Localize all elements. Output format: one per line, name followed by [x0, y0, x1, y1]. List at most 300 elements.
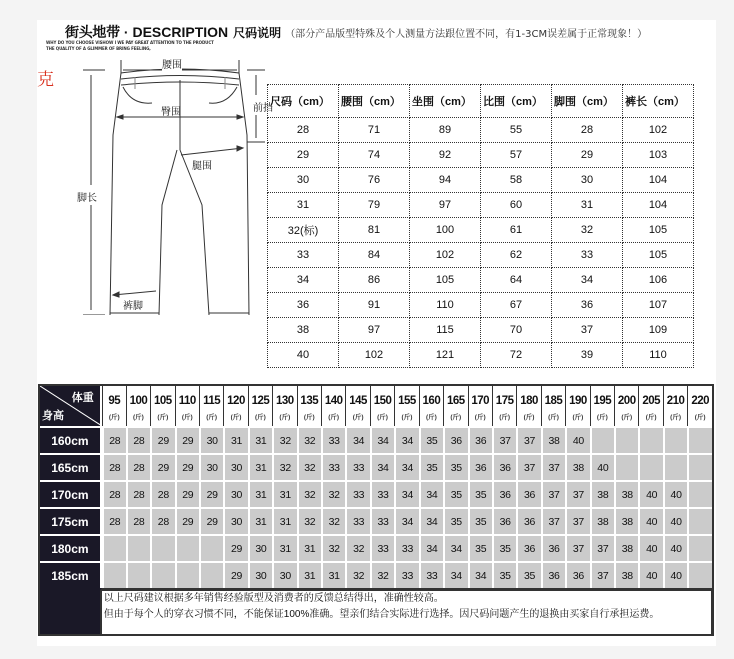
weight-column-header [175, 386, 199, 426]
recommended-size-cell: 30 [248, 534, 272, 561]
weight-unit: (斤) [377, 414, 388, 421]
recommended-size-cell: 40 [663, 507, 687, 534]
col-header-length: 裤长（cm） [623, 85, 694, 118]
size-table-cell: 32 [552, 218, 623, 243]
size-table-cell: 97 [339, 318, 410, 343]
recommended-size-cell: 33 [345, 480, 369, 507]
recommended-size-cell: 34 [419, 507, 443, 534]
recommended-size-cell: 33 [321, 426, 345, 453]
recommended-size-cell: 35 [443, 453, 467, 480]
recommended-size-cell [150, 534, 174, 561]
size-table-row [268, 243, 694, 268]
recommended-size-cell: 35 [492, 561, 516, 588]
weight-column-header [443, 386, 467, 426]
recommendation-note [102, 588, 712, 634]
recommended-size-cell: 30 [199, 453, 223, 480]
separator: · [123, 24, 129, 40]
height-label-cell: 185cm [40, 561, 102, 588]
recommended-size-cell: 37 [541, 507, 565, 534]
recommended-size-cell [663, 426, 687, 453]
brand-name: 街头地带 [65, 25, 120, 41]
size-table-cell: 105 [623, 243, 694, 268]
weight-unit: (斤) [255, 414, 266, 421]
size-table-cell: 39 [552, 343, 623, 368]
size-table-cell: 62 [481, 243, 552, 268]
recommended-size-cell: 32 [297, 480, 321, 507]
recommended-size-cell: 28 [126, 426, 150, 453]
recommended-size-cell: 33 [321, 453, 345, 480]
size-table-cell: 102 [410, 243, 481, 268]
size-table-cell: 107 [623, 293, 694, 318]
size-table-cell: 110 [623, 343, 694, 368]
recommended-size-cell: 38 [614, 507, 638, 534]
weight-column-header [614, 386, 638, 426]
recommended-size-cell: 36 [541, 534, 565, 561]
recommended-size-cell: 35 [468, 480, 492, 507]
recommended-size-cell: 33 [370, 480, 394, 507]
recommended-size-cell: 32 [345, 561, 369, 588]
size-table-cell: 86 [339, 268, 410, 293]
weight-value: 160 [422, 395, 441, 407]
recommended-size-cell: 34 [468, 561, 492, 588]
recommended-size-cell: 30 [223, 480, 247, 507]
size-table-cell: 102 [339, 343, 410, 368]
weight-column-header [394, 386, 418, 426]
recommended-size-cell: 30 [248, 561, 272, 588]
recommended-size-cell: 37 [541, 480, 565, 507]
recommended-size-cell: 32 [297, 453, 321, 480]
recommended-size-cell: 28 [126, 507, 150, 534]
recommended-size-cell [175, 561, 199, 588]
weight-value: 205 [642, 395, 661, 407]
recommended-size-cell: 36 [468, 453, 492, 480]
weight-value: 125 [251, 395, 270, 407]
recommended-size-cell: 38 [565, 453, 589, 480]
weight-column-header [297, 386, 321, 426]
size-guide-title: 尺码说明 [233, 26, 282, 40]
recommended-size-cell [150, 561, 174, 588]
size-table-cell: 79 [339, 193, 410, 218]
recommended-size-cell [687, 426, 712, 453]
recommended-size-cell: 34 [419, 534, 443, 561]
recommended-size-cell: 28 [126, 453, 150, 480]
header [65, 22, 647, 42]
recommended-size-cell: 28 [102, 480, 126, 507]
size-table-row [268, 268, 694, 293]
weight-unit: (斤) [425, 414, 437, 421]
recommended-size-cell: 36 [492, 507, 516, 534]
measurement-note: （部分产品版型特殊及个人测量方法跟位置不同，有1-3CM误差属于正常现象！） [285, 29, 648, 40]
weight-unit: (斤) [523, 414, 535, 421]
weight-column-header [370, 386, 394, 426]
recommended-size-cell: 31 [272, 534, 296, 561]
weight-column-header [321, 386, 345, 426]
size-table-cell: 81 [339, 218, 410, 243]
size-table-cell: 76 [339, 168, 410, 193]
recommended-size-cell: 38 [614, 480, 638, 507]
weight-value: 155 [398, 395, 416, 407]
weight-unit: (斤) [645, 414, 657, 421]
recommended-size-cell: 34 [394, 426, 418, 453]
size-table-cell: 110 [410, 293, 481, 318]
recommended-size-cell: 36 [541, 561, 565, 588]
weight-unit: (斤) [303, 414, 315, 421]
weight-header-row [40, 386, 712, 426]
weight-unit: (斤) [279, 414, 291, 421]
size-table-cell: 105 [623, 218, 694, 243]
recommended-size-cell: 31 [248, 507, 272, 534]
recommended-size-cell: 31 [248, 453, 272, 480]
recommended-size-cell [102, 561, 126, 588]
weight-value: 150 [373, 395, 392, 407]
recommended-size-cell: 29 [150, 426, 174, 453]
weight-column-header [223, 386, 247, 426]
weight-value: 170 [471, 395, 490, 407]
recommended-size-cell: 35 [443, 480, 467, 507]
size-table-cell: 31 [268, 193, 339, 218]
recommended-size-cell: 38 [590, 507, 614, 534]
weight-column-header [272, 386, 296, 426]
weight-unit: (斤) [132, 414, 144, 421]
recommended-size-cell: 33 [370, 534, 394, 561]
height-row [40, 561, 712, 588]
recommended-size-cell: 37 [492, 426, 516, 453]
weight-value: 220 [691, 395, 709, 407]
recommended-size-cell: 34 [370, 453, 394, 480]
recommended-size-cell: 37 [590, 561, 614, 588]
weight-unit: (斤) [450, 414, 462, 421]
weight-unit: (斤) [230, 414, 242, 421]
recommended-size-cell: 32 [370, 561, 394, 588]
recommended-size-cell: 40 [663, 561, 687, 588]
recommended-size-cell [590, 426, 614, 453]
recommended-size-cell: 28 [102, 507, 126, 534]
size-table-cell: 103 [623, 143, 694, 168]
size-table-cell: 30 [552, 168, 623, 193]
weight-value: 95 [108, 395, 121, 407]
col-header-waist: 腰围（cm） [339, 85, 410, 118]
weight-column-header [516, 386, 540, 426]
weight-value: 145 [349, 395, 367, 407]
weight-unit: (斤) [328, 414, 340, 421]
size-table-cell: 105 [410, 268, 481, 293]
recommended-size-cell: 40 [638, 534, 662, 561]
recommended-size-cell: 32 [297, 426, 321, 453]
recommended-size-cell: 29 [150, 453, 174, 480]
size-table-cell: 30 [268, 168, 339, 193]
weight-value: 135 [300, 395, 319, 407]
weight-column-header [565, 386, 589, 426]
weight-value: 180 [520, 395, 538, 407]
weight-value: 175 [495, 395, 514, 407]
recommended-size-cell [687, 453, 712, 480]
size-table-cell: 36 [552, 293, 623, 318]
recommended-size-cell: 34 [394, 480, 418, 507]
recommended-size-cell: 31 [272, 507, 296, 534]
recommended-size-cell: 28 [150, 507, 174, 534]
recommended-size-cell: 34 [443, 534, 467, 561]
weight-unit: (斤) [108, 414, 120, 421]
note-line-1: 以上尺码建议根据多年销售经验版型及消费者的反馈总结得出，准确性较高。 [103, 593, 444, 604]
recommended-size-cell: 35 [516, 561, 540, 588]
height-label-cell: 180cm [40, 534, 102, 561]
height-row [40, 426, 712, 453]
recommended-size-cell: 31 [321, 561, 345, 588]
size-table-cell: 104 [623, 193, 694, 218]
recommended-size-cell: 28 [102, 453, 126, 480]
recommended-size-cell: 31 [248, 480, 272, 507]
weight-column-header [541, 386, 565, 426]
recommended-size-cell: 40 [565, 426, 589, 453]
size-table-cell: 70 [481, 318, 552, 343]
size-table-cell: 64 [481, 268, 552, 293]
recommended-size-cell: 35 [468, 534, 492, 561]
recommended-size-cell: 33 [345, 453, 369, 480]
height-row [40, 453, 712, 480]
note-row-head [40, 588, 102, 634]
col-header-thigh: 比围（cm） [481, 85, 552, 118]
recommended-size-cell [126, 561, 150, 588]
recommended-size-cell: 40 [638, 480, 662, 507]
size-table-cell: 58 [481, 168, 552, 193]
recommended-size-cell: 29 [199, 480, 223, 507]
col-header-size: 尺码（cm） [268, 85, 339, 118]
size-table-cell: 84 [339, 243, 410, 268]
recommended-size-cell: 29 [223, 534, 247, 561]
size-table-cell: 74 [339, 143, 410, 168]
recommended-size-cell: 36 [516, 507, 540, 534]
recommended-size-cell: 32 [297, 507, 321, 534]
size-table-cell: 32(标) [268, 218, 339, 243]
size-table-cell: 28 [552, 118, 623, 143]
size-table-row [268, 118, 694, 143]
size-table-cell: 31 [552, 193, 623, 218]
note-row [40, 588, 712, 634]
size-table-row [268, 218, 694, 243]
size-table-cell: 92 [410, 143, 481, 168]
weight-unit: (斤) [181, 414, 193, 421]
recommended-size-cell [175, 534, 199, 561]
recommended-size-cell: 34 [443, 561, 467, 588]
size-table-cell: 29 [268, 143, 339, 168]
size-table-row [268, 143, 694, 168]
weight-value: 165 [446, 395, 465, 407]
size-table-cell: 72 [481, 343, 552, 368]
size-table-cell: 97 [410, 193, 481, 218]
size-table-row [268, 193, 694, 218]
weight-unit: (斤) [694, 414, 706, 421]
recommended-size-cell [199, 561, 223, 588]
recommended-size-cell: 36 [492, 453, 516, 480]
size-table-row [268, 318, 694, 343]
recommended-size-cell: 36 [443, 426, 467, 453]
recommended-size-cell [663, 453, 687, 480]
weight-column-header [248, 386, 272, 426]
recommended-size-cell: 37 [565, 507, 589, 534]
recommended-size-cell: 34 [370, 426, 394, 453]
recommended-size-cell: 31 [272, 480, 296, 507]
size-table-cell: 34 [552, 268, 623, 293]
height-label-cell: 165cm [40, 453, 102, 480]
recommended-size-cell [687, 534, 712, 561]
weight-value: 115 [203, 395, 221, 407]
height-row [40, 534, 712, 561]
weight-unit: (斤) [206, 414, 218, 421]
recommended-size-cell: 40 [590, 453, 614, 480]
recommended-size-cell [126, 534, 150, 561]
recommended-size-cell: 37 [516, 453, 540, 480]
recommended-size-cell: 33 [394, 534, 418, 561]
height-label-cell: 170cm [40, 480, 102, 507]
weight-column-header [199, 386, 223, 426]
recommended-size-cell: 30 [223, 453, 247, 480]
size-table-cell: 71 [339, 118, 410, 143]
tagline-2: THE QUALITY OF A GLIMMER OF BRING FEELING, [46, 46, 151, 51]
recommended-size-cell: 32 [272, 426, 296, 453]
size-table-cell: 57 [481, 143, 552, 168]
weight-column-header [150, 386, 174, 426]
size-table-cell: 94 [410, 168, 481, 193]
recommended-size-cell: 38 [541, 426, 565, 453]
size-table-cell: 60 [481, 193, 552, 218]
size-table-cell: 33 [552, 243, 623, 268]
weight-value: 110 [178, 395, 196, 407]
recommended-size-cell: 29 [175, 507, 199, 534]
recommended-size-cell: 37 [565, 534, 589, 561]
weight-unit: (斤) [499, 414, 511, 421]
weight-value: 120 [227, 395, 245, 407]
size-table-cell: 33 [268, 243, 339, 268]
weight-height-table [38, 384, 714, 636]
recommended-size-cell: 33 [370, 507, 394, 534]
pants-outline-icon [77, 55, 277, 315]
recommended-size-cell: 35 [419, 453, 443, 480]
col-header-leg-opening: 脚围（cm） [552, 85, 623, 118]
corner-cell [40, 386, 102, 426]
recommended-size-cell: 35 [419, 426, 443, 453]
recommended-size-cell: 31 [248, 426, 272, 453]
size-table-cell: 38 [268, 318, 339, 343]
height-label-cell: 160cm [40, 426, 102, 453]
weight-column-header [492, 386, 516, 426]
label-leg-opening: 裤脚 [123, 301, 143, 312]
size-table-cell: 104 [623, 168, 694, 193]
recommended-size-cell: 40 [663, 534, 687, 561]
size-table-cell: 109 [623, 318, 694, 343]
size-table-cell: 67 [481, 293, 552, 318]
recommended-size-cell: 28 [126, 480, 150, 507]
weight-unit: (斤) [596, 414, 608, 421]
recommended-size-cell: 30 [199, 426, 223, 453]
recommended-size-cell: 40 [663, 480, 687, 507]
recommended-size-cell: 37 [565, 480, 589, 507]
recommended-size-cell: 30 [272, 561, 296, 588]
recommended-size-cell: 28 [102, 426, 126, 453]
weight-column-header [345, 386, 369, 426]
label-hip: 臀围 [161, 107, 181, 118]
size-table-cell: 100 [410, 218, 481, 243]
weight-column-header [687, 386, 712, 426]
recommended-size-cell: 30 [223, 507, 247, 534]
recommended-size-cell [638, 453, 662, 480]
recommended-size-cell: 28 [150, 480, 174, 507]
size-chart-card [37, 20, 716, 646]
recommended-size-cell [638, 426, 662, 453]
recommended-size-cell: 29 [175, 480, 199, 507]
recommended-size-cell [687, 561, 712, 588]
size-table-cell: 29 [552, 143, 623, 168]
note-line-2: 但由于每个人的穿衣习惯不同，不能保证100%准确。望亲们结合实际进行选择。因尺码问题产生的退换由买家自行承担运费。 [103, 609, 660, 620]
weight-value: 200 [617, 395, 636, 407]
weight-value: 190 [569, 395, 587, 407]
recommended-size-cell: 36 [565, 561, 589, 588]
recommended-size-cell: 31 [297, 561, 321, 588]
size-table-cell: 28 [268, 118, 339, 143]
recommended-size-cell: 35 [468, 507, 492, 534]
size-table-cell: 55 [481, 118, 552, 143]
pants-measurement-diagram [77, 55, 277, 315]
height-label-cell: 175cm [40, 507, 102, 534]
weight-unit: (斤) [157, 414, 169, 421]
recommended-size-cell: 40 [638, 507, 662, 534]
recommended-size-cell: 34 [419, 480, 443, 507]
weight-value: 105 [153, 395, 172, 407]
size-table-cell: 91 [339, 293, 410, 318]
size-table-cell: 115 [410, 318, 481, 343]
weight-column-header [638, 386, 662, 426]
size-table-row [268, 343, 694, 368]
weight-column-header [419, 386, 443, 426]
size-table-cell: 37 [552, 318, 623, 343]
recommended-size-cell: 33 [345, 507, 369, 534]
size-table-row [268, 168, 694, 193]
weight-column-header [468, 386, 492, 426]
recommended-size-cell: 36 [492, 480, 516, 507]
weight-unit: (斤) [670, 414, 682, 421]
label-length: 脚长 [77, 193, 97, 204]
recommended-size-cell: 35 [443, 507, 467, 534]
recommended-size-cell: 32 [272, 453, 296, 480]
recommended-size-cell: 29 [175, 426, 199, 453]
weight-label: 体重 [71, 392, 94, 404]
recommended-size-cell [687, 507, 712, 534]
height-label: 身高 [42, 410, 64, 422]
recommended-size-cell: 31 [297, 534, 321, 561]
weight-unit: (斤) [401, 414, 413, 421]
recommended-size-cell: 34 [345, 426, 369, 453]
recommended-size-cell: 29 [199, 507, 223, 534]
recommended-size-cell: 31 [223, 426, 247, 453]
recommended-size-cell [614, 426, 638, 453]
col-header-seat: 坐围（cm） [410, 85, 481, 118]
weight-column-header [102, 386, 126, 426]
recommended-size-cell: 38 [614, 561, 638, 588]
recommended-size-cell [687, 480, 712, 507]
weight-unit: (斤) [548, 414, 559, 421]
recommended-size-cell [614, 453, 638, 480]
recommended-size-cell: 32 [321, 534, 345, 561]
label-front-rise: 前挡 [253, 103, 273, 114]
recommended-size-cell [199, 534, 223, 561]
height-row [40, 480, 712, 507]
weight-value: 100 [129, 395, 148, 407]
weight-value: 195 [593, 395, 612, 407]
weight-column-header [590, 386, 614, 426]
recommended-size-cell: 37 [590, 534, 614, 561]
weight-unit: (斤) [352, 414, 364, 421]
weight-unit: (斤) [572, 414, 584, 421]
red-character: 克 [37, 70, 54, 90]
